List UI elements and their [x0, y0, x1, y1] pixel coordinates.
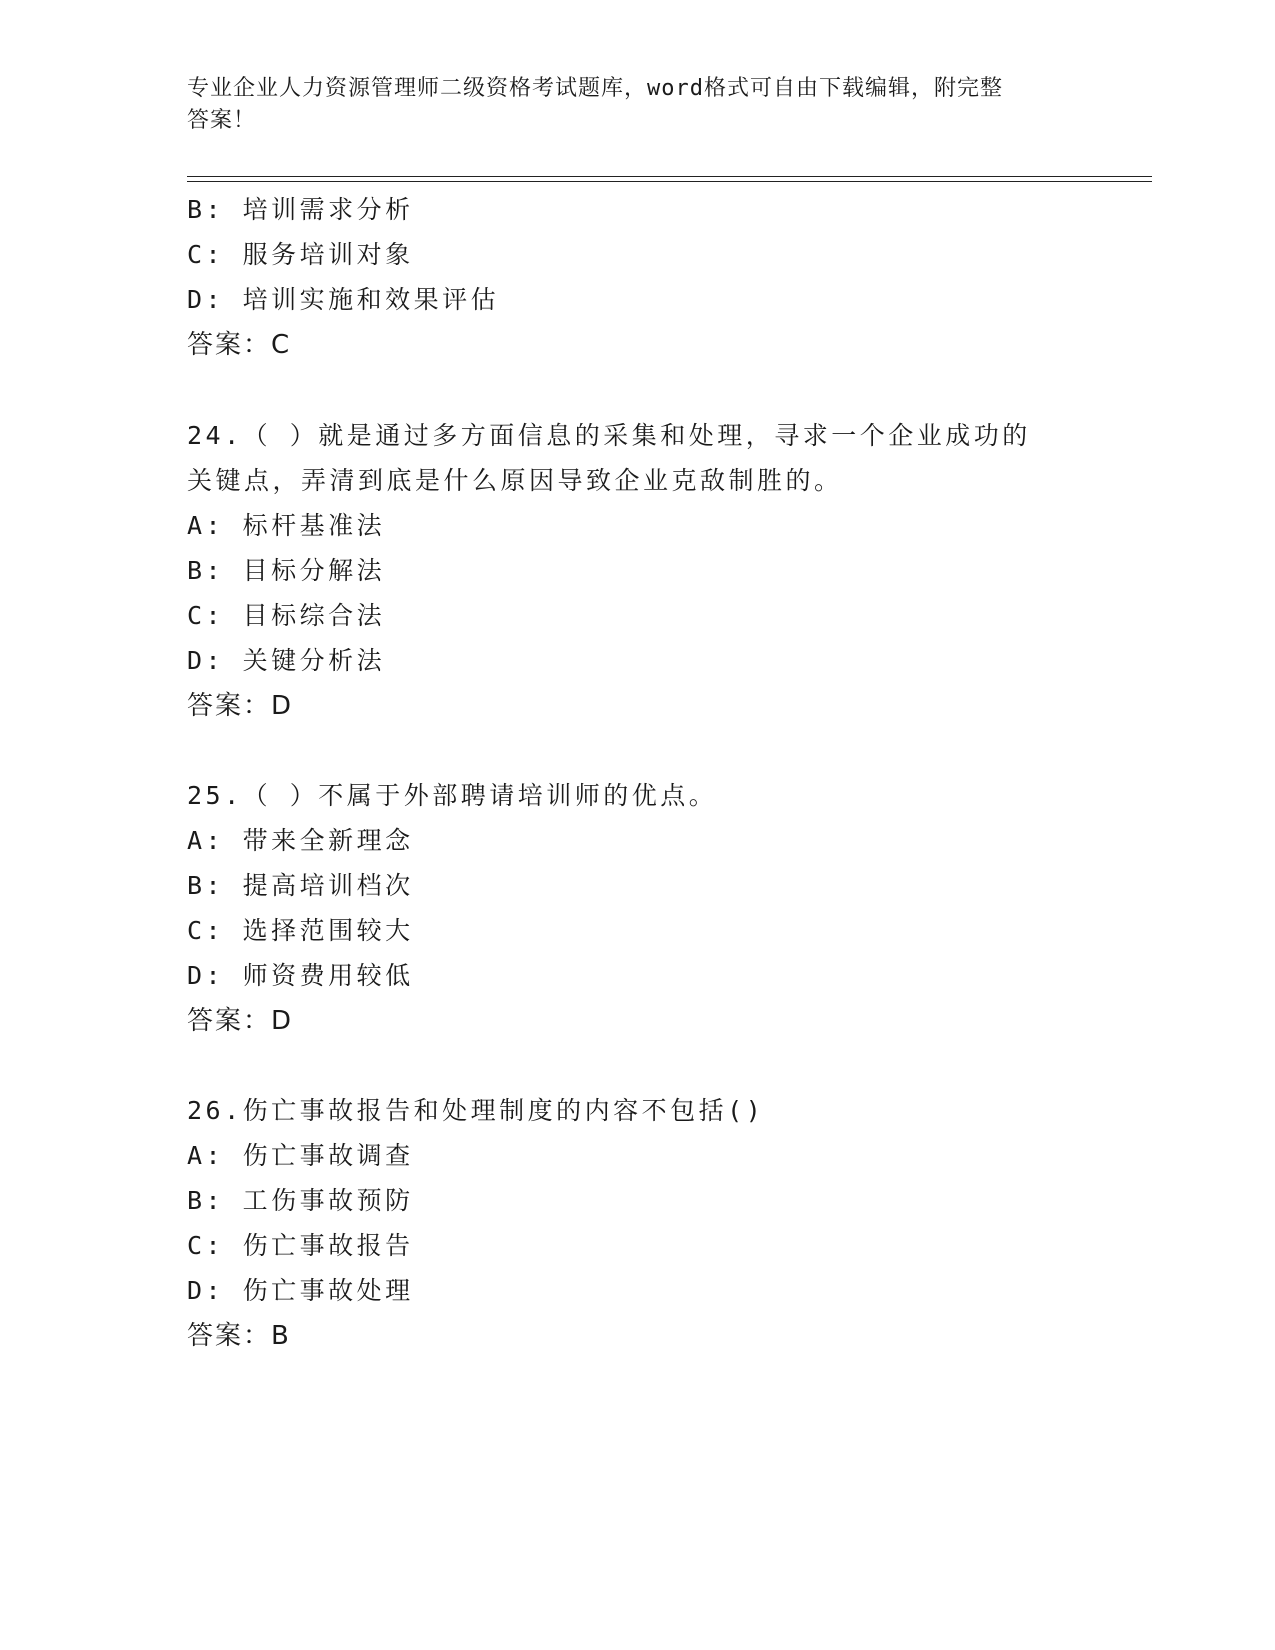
q24-stem-line-2: 关键点，弄清到底是什么原因导致企业克敌制胜的。: [187, 466, 843, 495]
header-line-1: 专业企业人力资源管理师二级资格考试题库，word格式可自由下载编辑，附完整: [187, 76, 1003, 101]
header-line-2: 答案！: [187, 108, 257, 133]
q24-answer: 答案：D: [187, 691, 294, 721]
q26-option-a: A: 伤亡事故调查: [187, 1141, 414, 1170]
q25-option-d: D: 师资费用较低: [187, 961, 414, 990]
q26-answer: 答案：B: [187, 1321, 291, 1351]
q25-option-c: C: 选择范围较大: [187, 916, 414, 945]
q23-option-d: D: 培训实施和效果评估: [187, 285, 500, 314]
q25-answer: 答案：D: [187, 1006, 294, 1036]
q25-option-a: A: 带来全新理念: [187, 826, 414, 855]
q23-answer: 答案：C: [187, 330, 292, 360]
header-rule-bottom: [187, 181, 1152, 182]
q26-stem: 26.伤亡事故报告和处理制度的内容不包括(): [187, 1096, 765, 1125]
header-rule-top: [187, 176, 1152, 177]
q24-option-d: D: 关键分析法: [187, 646, 386, 675]
q23-option-c: C: 服务培训对象: [187, 240, 414, 269]
q23-option-b: B: 培训需求分析: [187, 195, 414, 224]
q26-option-d: D: 伤亡事故处理: [187, 1276, 414, 1305]
q25-stem: 25.（ ）不属于外部聘请培训师的优点。: [187, 781, 718, 810]
q26-option-b: B: 工伤事故预防: [187, 1186, 414, 1215]
document-header: [187, 73, 1087, 137]
q24-option-b: B: 目标分解法: [187, 556, 386, 585]
q25-option-b: B: 提高培训档次: [187, 871, 414, 900]
q24-option-c: C: 目标综合法: [187, 601, 386, 630]
q24-stem-line-1: 24.（ ）就是通过多方面信息的采集和处理，寻求一个企业成功的: [187, 421, 1031, 450]
q24-option-a: A: 标杆基准法: [187, 511, 386, 540]
q26-option-c: C: 伤亡事故报告: [187, 1231, 414, 1260]
